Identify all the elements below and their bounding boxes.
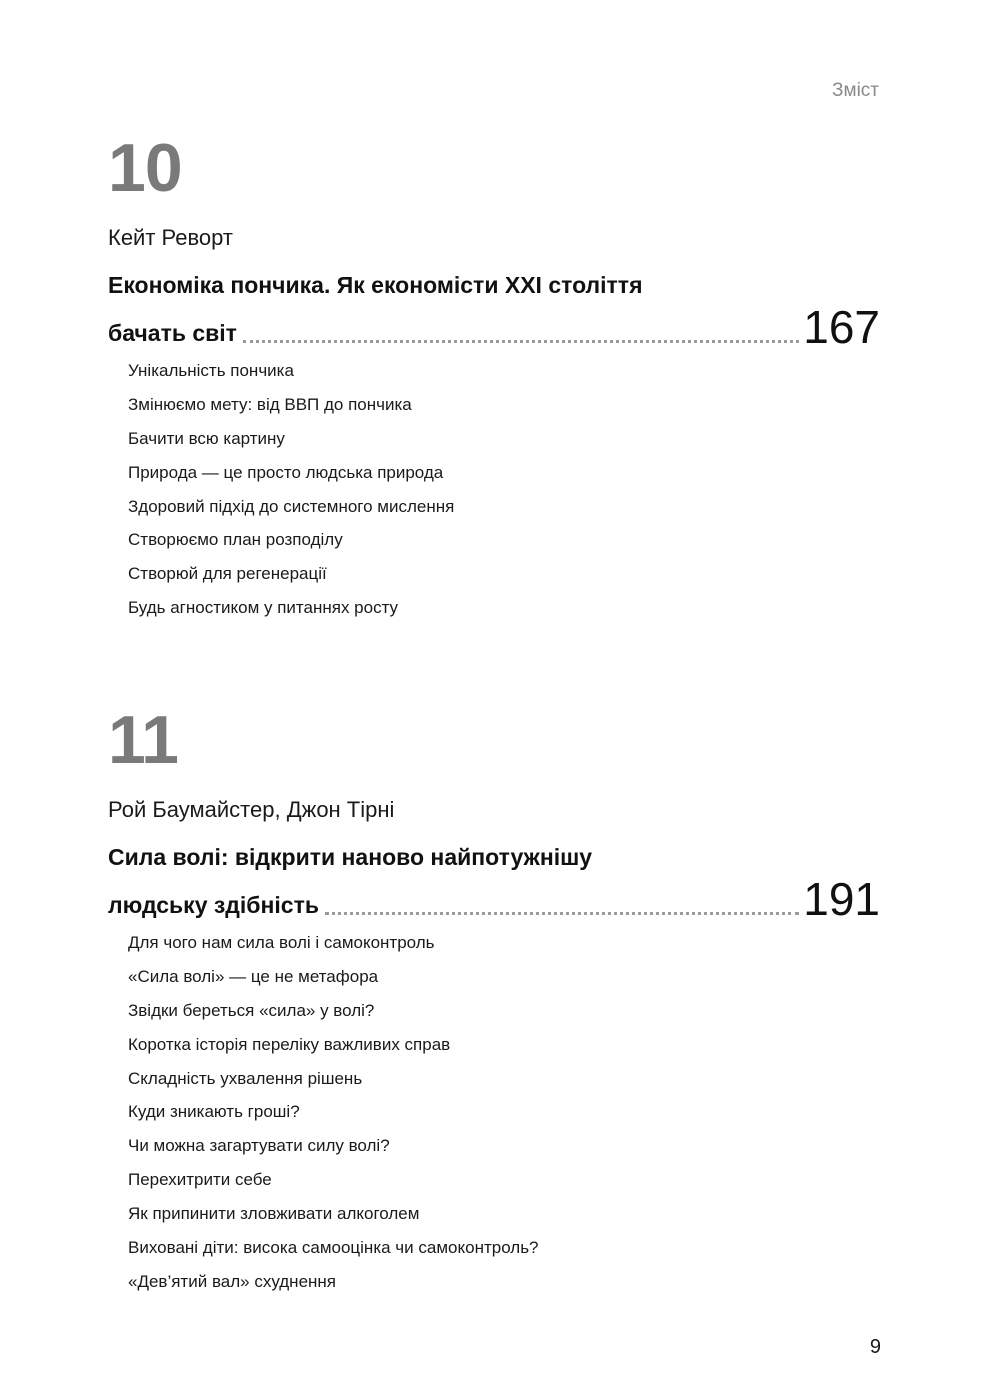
chapter-author: Рой Баумайстер, Джон Тірні [108, 797, 395, 822]
chapter-number: 10 [108, 130, 182, 206]
subsection-item[interactable]: Виховані діти: висока самооцінка чи самоконтроль? [128, 1238, 539, 1258]
subsection-item[interactable]: Створюємо план розподілу [128, 530, 343, 550]
subsection-item[interactable]: Створюй для регенерації [128, 564, 327, 584]
subsection-item[interactable]: Природа — це просто людська природа [128, 462, 444, 482]
subsection-list [108, 926, 880, 1299]
subsection-item[interactable]: Унікальність пончика [128, 361, 294, 380]
subsection-item[interactable]: Перехитрити себе [128, 1170, 272, 1190]
subsection-item[interactable]: Складність ухвалення рішень [128, 1068, 363, 1088]
subsection-item[interactable]: Будь агностиком у питаннях росту [128, 598, 399, 618]
chapter-page-number: 191 [803, 873, 880, 925]
dot-leader [325, 912, 799, 915]
chapter-page-number: 167 [803, 301, 880, 353]
running-head: Зміст [832, 80, 879, 101]
chapter-number: 11 [108, 702, 178, 778]
subsection-item[interactable]: «Дев’ятий вал» схуднення [128, 1271, 337, 1291]
subsection-item[interactable]: «Сила волі» — це не метафора [128, 966, 379, 986]
chapter-title-row[interactable] [108, 874, 880, 924]
chapter-title-line-1[interactable]: Сила волі: відкрити наново найпотужнішу [108, 844, 593, 870]
chapter-title-row[interactable] [108, 302, 880, 352]
subsection-item[interactable]: Як припинити зловживати алкоголем [128, 1204, 420, 1224]
subsection-item[interactable]: Звідки береться «сила» у волі? [128, 1000, 375, 1020]
chapter-11-entry [108, 700, 880, 1299]
chapter-title-line-2: бачать світ [108, 320, 237, 346]
subsection-item[interactable]: Куди зникають гроші? [128, 1102, 300, 1122]
subsection-item[interactable]: Змінюємо мету: від ВВП до пончика [128, 394, 412, 414]
subsection-item[interactable]: Бачити всю картину [128, 428, 285, 448]
subsection-list [108, 354, 880, 625]
subsection-item[interactable]: Коротка історія переліку важливих справ [128, 1034, 451, 1054]
chapter-10-entry [108, 128, 880, 625]
page-number: 9 [869, 1336, 881, 1358]
subsection-item[interactable]: Для чого нам сила волі і самоконтроль [128, 933, 435, 952]
dot-leader [243, 340, 799, 343]
chapter-author: Кейт Реворт [108, 225, 233, 250]
chapter-title-line-1[interactable]: Економіка пончика. Як економісти XXI століття [108, 272, 643, 298]
subsection-item[interactable]: Здоровий підхід до системного мислення [128, 496, 455, 516]
subsection-item[interactable]: Чи можна загартувати силу волі? [128, 1136, 390, 1156]
chapter-title-line-2: людську здібність [108, 892, 319, 918]
